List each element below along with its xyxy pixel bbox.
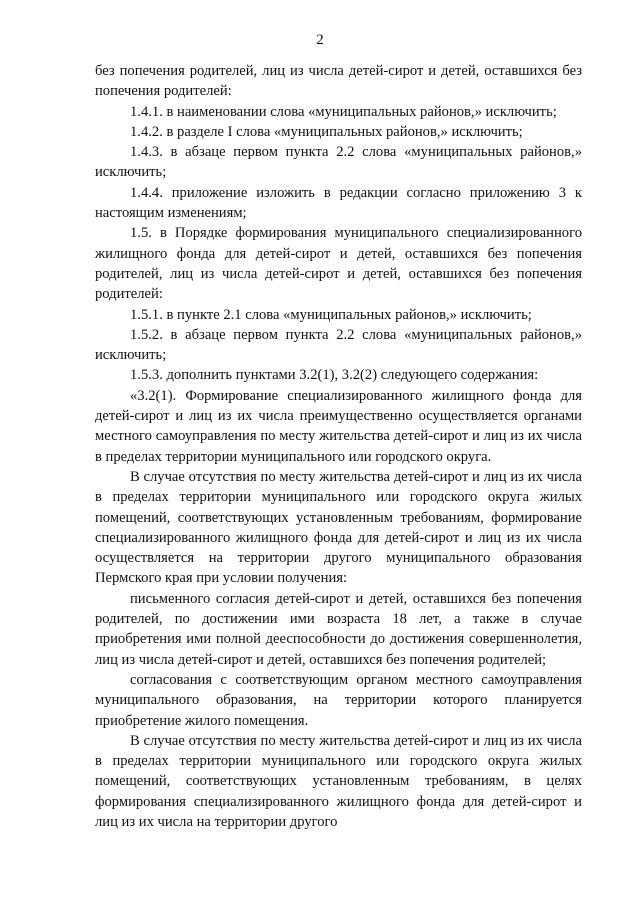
paragraph-written-consent: письменного согласия детей-сирот и детей, оставшихся без попечения родителей, по достижении ими возраста 18 лет, а также в случае приобретения ими полной дееспособности до достижения совершеннолетия, лиц из числа детей-сирот и детей, оставшихся без попечения родителей; [95, 590, 582, 668]
paragraph-1-5-3: 1.5.3. дополнить пунктами 3.2(1), 3.2(2) следующего содержания: [130, 367, 539, 384]
paragraph-1-5: 1.5. в Порядке формирования муниципального специализированного жилищного фонда для детей-сирот и детей, оставшихся без попечения родителей, лиц из числа детей-сирот и детей, оставшихся без попечения родителей: [95, 225, 582, 303]
paragraph-1-5-1: 1.5.1. в пункте 2.1 слова «муниципальных районов,» исключить; [130, 306, 532, 323]
document-body [95, 61, 582, 832]
paragraph-1-5-2: 1.5.2. в абзаце первом пункта 2.2 слова «муниципальных районов,» исключить; [95, 326, 582, 364]
paragraph-absence-case-2: В случае отсутствия по месту жительства детей-сирот и лиц из их числа в пределах территории муниципального или городского округа жилых помещений, соответствующих установленным требованиям, в целях формирования специализированного жилищного фонда для детей-сирот и лиц из их числа на территории другого [95, 732, 582, 830]
paragraph-1-4-2: 1.4.2. в разделе I слова «муниципальных районов,» исключить; [130, 123, 523, 140]
paragraph-coordination: согласования с соответствующим органом местного самоуправления муниципального образования, на территории которого планируется приобретение жилого помещения. [95, 671, 582, 729]
paragraph-1-4-1: 1.4.1. в наименовании слова «муниципальных районов,» исключить; [130, 103, 557, 120]
page-number: 2 [316, 32, 324, 48]
paragraph-1-4-4: 1.4.4. приложение изложить в редакции согласно приложению 3 к настоящим изменениям; [95, 184, 582, 222]
paragraph-1-4-3: 1.4.3. в абзаце первом пункта 2.2 слова «муниципальных районов,» исключить; [95, 144, 582, 181]
paragraph-continuation: без попечения родителей, лиц из числа детей-сирот и детей, оставшихся без попечения родителей: [95, 63, 582, 100]
paragraph-absence-case: В случае отсутствия по месту жительства детей-сирот и лиц из их числа в пределах территории муниципального или городского округа жилых помещений, соответствующих установленным требованиям, формирование специализированного жилищного фонда для детей-сирот и лиц из их числа осуществляется на территории другого муниципального образования Пермского края при условии получения: [95, 468, 582, 587]
paragraph-3-2-1: «3.2(1). Формирование специализированного жилищного фонда для детей-сирот и лиц из их числа преимущественно осуществляется органами местного самоуправления по месту жительства детей-сирот и лиц из их числа в пределах территории муниципального или городского округа. [95, 387, 582, 465]
